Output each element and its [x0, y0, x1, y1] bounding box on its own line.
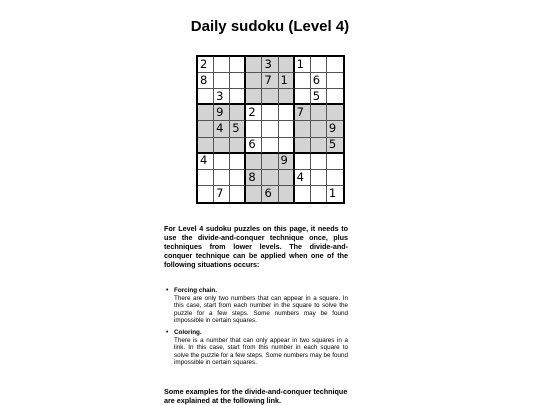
sudoku-cell-r7c7[interactable]	[295, 154, 311, 170]
sudoku-cell-r1c1: 2	[198, 57, 214, 73]
sudoku-cell-r7c2[interactable]	[214, 154, 230, 170]
sudoku-cell-r9c3[interactable]	[230, 186, 246, 202]
sudoku-cell-r6c5[interactable]	[262, 138, 278, 154]
sudoku-cell-r6c6[interactable]	[279, 138, 295, 154]
technique-name: • Coloring.	[174, 328, 202, 336]
sudoku-cell-r9c2: 7	[214, 186, 230, 202]
technique-item-forcing-chain	[166, 287, 348, 325]
sudoku-cell-r4c8[interactable]	[311, 105, 327, 121]
technique-description: There is a number that can only appear in two squares in a link. In this case, start from this number in each square to solve the puzzle for a few steps. Some numbers may be found impossible in certain squares.	[174, 336, 348, 367]
technique-item-coloring	[166, 329, 348, 367]
sudoku-cell-r4c3[interactable]	[230, 105, 246, 121]
sudoku-cell-r6c9: 5	[327, 138, 343, 154]
technique-list	[166, 287, 348, 371]
sudoku-cell-r2c4[interactable]	[246, 73, 262, 89]
sudoku-cell-r5c3: 5	[230, 121, 246, 137]
sudoku-cell-r6c2[interactable]	[214, 138, 230, 154]
sudoku-cell-r2c9[interactable]	[327, 73, 343, 89]
sudoku-cell-r8c1[interactable]	[198, 170, 214, 186]
sudoku-cell-r9c5: 6	[262, 186, 278, 202]
sudoku-cell-r3c8: 5	[311, 89, 327, 105]
page-title: Daily sudoku (Level 4)	[190, 18, 350, 35]
sudoku-cell-r7c1: 4	[198, 154, 214, 170]
sudoku-cell-r2c7[interactable]	[295, 73, 311, 89]
sudoku-cell-r1c2[interactable]	[214, 57, 230, 73]
sudoku-cell-r1c6[interactable]	[279, 57, 295, 73]
sudoku-cell-r7c5[interactable]	[262, 154, 278, 170]
sudoku-cell-r4c4: 2	[246, 105, 262, 121]
sudoku-cell-r8c9[interactable]	[327, 170, 343, 186]
sudoku-cell-r9c7[interactable]	[295, 186, 311, 202]
sudoku-cell-r9c4[interactable]	[246, 186, 262, 202]
sudoku-cell-r5c2: 4	[214, 121, 230, 137]
sudoku-cell-r3c9[interactable]	[327, 89, 343, 105]
sudoku-cell-r8c3[interactable]	[230, 170, 246, 186]
sudoku-cell-r2c5: 7	[262, 73, 278, 89]
sudoku-cell-r9c9: 1	[328, 186, 337, 201]
sudoku-cell-r8c7: 4	[295, 170, 311, 186]
sudoku-board	[196, 55, 345, 204]
sudoku-cell-r9c8[interactable]	[311, 186, 327, 202]
sudoku-cell-r2c6: 1	[279, 73, 295, 89]
sudoku-cell-r4c9[interactable]	[327, 105, 343, 121]
sudoku-cell-r8c8[interactable]	[311, 170, 327, 186]
sudoku-cell-r5c4[interactable]	[246, 121, 262, 137]
sudoku-cell-r2c2[interactable]	[214, 73, 230, 89]
sudoku-cell-r8c5[interactable]	[262, 170, 278, 186]
sudoku-cell-r7c6: 9	[279, 154, 295, 170]
sudoku-cell-r1c5: 3	[262, 57, 278, 73]
examples-link-text[interactable]: Some examples for the divide-and-conquer technique are explained at the following link.	[164, 387, 348, 405]
sudoku-cell-r7c8[interactable]	[311, 154, 327, 170]
sudoku-cell-r2c1: 8	[198, 73, 214, 89]
sudoku-cell-r5c9: 9	[327, 121, 343, 137]
sudoku-cell-r1c8[interactable]	[311, 57, 327, 73]
sudoku-cell-r9c6[interactable]	[279, 186, 295, 202]
intro-paragraph: For Level 4 sudoku puzzles on this page, it needs to use the divide-and-conquer technique once, plus techniques from lower levels. The divide-and-conquer technique can be applied when one of the following situations occurs:	[164, 224, 348, 269]
sudoku-cell-r2c8: 6	[311, 73, 327, 89]
sudoku-cell-r6c4: 6	[246, 138, 262, 154]
sudoku-cell-r4c5[interactable]	[262, 105, 278, 121]
sudoku-cell-r3c5[interactable]	[262, 89, 278, 105]
sudoku-cell-r3c1[interactable]	[198, 89, 214, 105]
sudoku-cell-r5c8[interactable]	[311, 121, 327, 137]
sudoku-cell-r4c2: 9	[214, 105, 230, 121]
sudoku-cell-r8c6[interactable]	[279, 170, 295, 186]
sudoku-cell-r4c1[interactable]	[198, 105, 214, 121]
sudoku-cell-r8c2[interactable]	[214, 170, 230, 186]
technique-name: • Forcing chain.	[174, 287, 218, 294]
sudoku-cell-r1c7: 1	[295, 57, 311, 73]
sudoku-cell-r3c7[interactable]	[295, 89, 311, 105]
sudoku-cell-r3c2: 3	[214, 89, 230, 105]
sudoku-cell-r6c8[interactable]	[311, 138, 327, 154]
sudoku-cell-r5c6[interactable]	[279, 121, 295, 137]
sudoku-cell-r7c4[interactable]	[246, 154, 262, 170]
sudoku-cell-r7c3[interactable]	[230, 154, 246, 170]
sudoku-cell-r7c9[interactable]	[327, 154, 343, 170]
sudoku-cell-r4c7: 7	[295, 105, 311, 121]
sudoku-cell-r3c6[interactable]	[279, 89, 295, 105]
sudoku-cell-r5c7[interactable]	[295, 121, 311, 137]
technique-description: There are only two numbers that can appear in a square. In this case, start from each number in the square to solve the puzzle for a few steps. Some numbers may be found impossible in certain squares.	[174, 294, 348, 325]
sudoku-cell-r1c4[interactable]	[246, 57, 262, 73]
sudoku-cell-r1c9[interactable]	[327, 57, 343, 73]
sudoku-cell-r5c1[interactable]	[198, 121, 214, 137]
sudoku-cell-r8c4: 8	[246, 170, 262, 186]
sudoku-cell-r6c7[interactable]	[295, 138, 311, 154]
sudoku-cell-r2c3[interactable]	[230, 73, 246, 89]
sudoku-cell-r1c3[interactable]	[230, 57, 246, 73]
sudoku-cell-r3c4[interactable]	[246, 89, 262, 105]
sudoku-cell-r6c1[interactable]	[198, 138, 214, 154]
sudoku-cell-r5c5[interactable]	[262, 121, 278, 137]
sudoku-cell-r4c6[interactable]	[279, 105, 295, 121]
sudoku-cell-r9c1[interactable]	[198, 186, 214, 202]
sudoku-cell-r6c3[interactable]	[230, 138, 246, 154]
sudoku-cell-r3c3[interactable]	[230, 89, 246, 105]
